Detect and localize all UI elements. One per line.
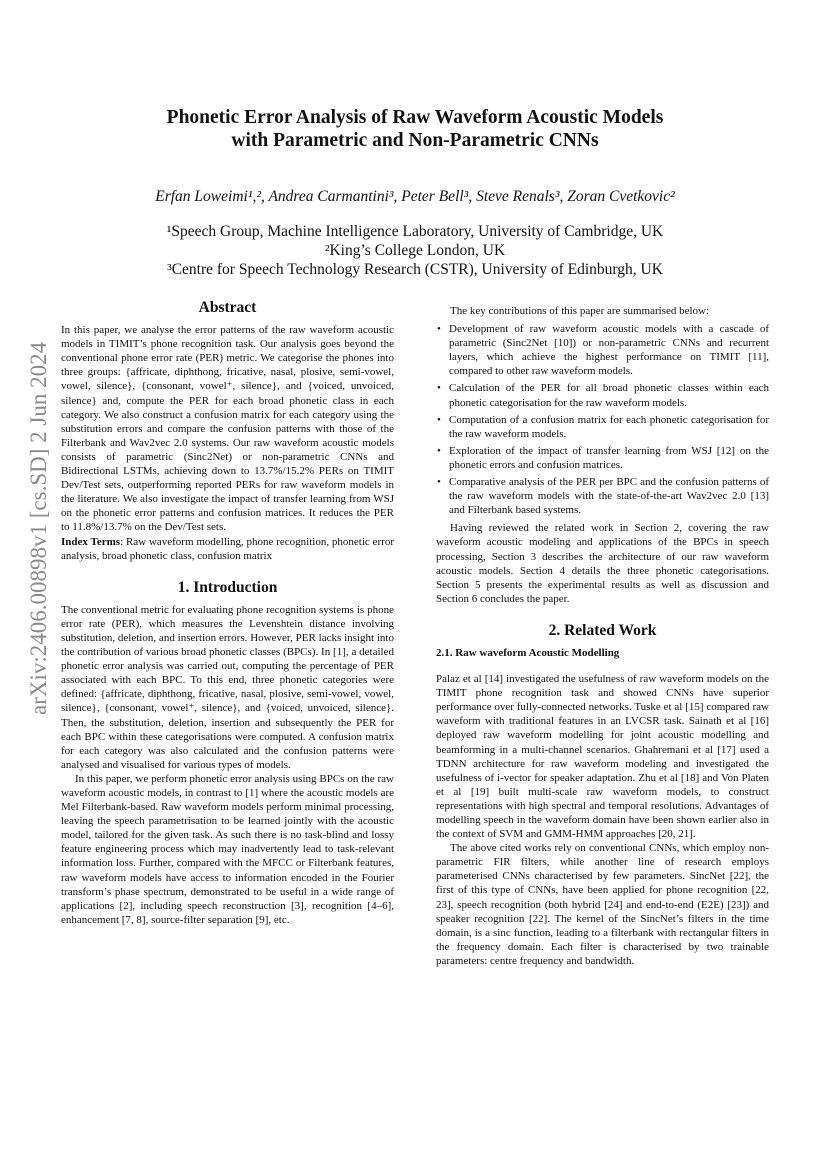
affiliation-edinburgh: ³Centre for Speech Technology Research (CSTR), University of Edinburgh, UK: [167, 261, 663, 278]
list-item: • Exploration of the impact of transfer learning from WSJ [12] on the phonetic errors and confusion matrices.: [448, 444, 769, 472]
list-item: • Calculation of the PER for all broad phonetic classes within each phonetic categorisation for the raw waveform models.: [448, 381, 769, 409]
raw-waveform-subheading: 2.1. Raw waveform Acoustic Modelling: [436, 646, 620, 659]
index-terms-text: : Raw waveform modelling, phone recognition, phonetic error analysis, broad phonetic class, confusion matrix: [61, 535, 394, 562]
right-column: [436, 304, 769, 968]
index-terms: [61, 535, 394, 563]
contributions-list: [436, 322, 769, 517]
intro-paragraph-1: The conventional metric for evaluating phone recognition systems is phone error rate (PER), which measures the Levenshtein distance involving substitution, deletion, and insertion errors. However, PER lacks insight into the contribution of various broad phonetic classes (BPCs). In [1], a detailed phonetic error analysis was carried out, computing the percentage of PER associated with each BPC. To this end, three phonetic categories were defined: {affricate, diphthong, fricative, nasal, plosive, semi-vowel, vowel, silence}, {consonant, vowel⁺, silence}, and {voiced, unvoiced, silence}. Then, the substitution, deletion, insertion and subsequently the PER for each BPC within these categorisations were computed. A confusion matrix for each category was also calculated and the confusion patterns were analysed and visualised for various types of models.: [61, 603, 394, 771]
left-column: [61, 301, 394, 927]
arxiv-identifier: arXiv:2406.00898v1 [cs.SD] 2 Jun 2024: [26, 341, 51, 715]
paper-title: [100, 106, 730, 152]
affiliations: [80, 222, 750, 279]
list-item: • Comparative analysis of the PER per BPC and the confusion patterns of the raw waveform models with the state-of-the-art Wav2vec 2.0 [13] and Filterbank based systems.: [448, 475, 769, 517]
index-terms-label: Index Terms: [61, 535, 121, 548]
list-item: • Computation of a confusion matrix for each phonetic categorisation for the raw waveform models.: [448, 413, 769, 441]
related-work-heading: 2. Related Work: [548, 621, 657, 639]
title-line-1: Phonetic Error Analysis of Raw Waveform Acoustic Models: [166, 107, 664, 128]
list-item: • Development of raw waveform acoustic models with a cascade of parametric (Sinc2Net [10]) or non-parametric CNNs and recurrent layers, which achieve the highest performance on TIMIT [11], compared to other raw waveform models.: [448, 322, 769, 378]
affiliation-kcl: ²King’s College London, UK: [324, 242, 506, 259]
introduction-heading: 1. Introduction: [177, 578, 278, 596]
related-paragraph-2: The above cited works rely on conventional CNNs, which employ non-parametric FIR filters, while another line of research employs parameterised CNNs characterised by few parameters. SincNet [22], the first of this type of CNNs, have been applied for phone recognition [22, 23], speech recognition (both hybrid [24] and end-to-end (E2E) [23]) and speaker recognition [22]. The kernel of the SincNet’s filters in the time domain, is a sinc function, leading to a filterbank with rectangular filters in the frequency domain. Each filter is characterised by two trainable parameters: centre frequency and bandwidth.: [436, 842, 769, 967]
title-line-2: with Parametric and Non-Parametric CNNs: [231, 130, 599, 151]
contributions-intro: The key contributions of this paper are summarised below:: [450, 305, 710, 317]
author-list: Erfan Loweimi¹,², Andrea Carmantini³, Peter Bell³, Steve Renals³, Zoran Cvetkovic²: [155, 188, 675, 205]
related-paragraph-1: Palaz et al [14] investigated the usefulness of raw waveform models on the TIMIT phone recognition task and showed CNNs have superior performance over fully-connected networks. Tuske et al [15] compared raw waveform with traditional features in an LVCSR task. Sainath et al [16] deployed raw waveform modelling for joint acoustic modelling and beamforming in a multi-channel scenarios. Ghahremani et al [17] used a TDNN architecture for raw waveform modeling and investigated the usefulness of i-vector for speaker adaptation. Zhu et al [18] and Von Platen et al [19] built multi-scale raw waveform models, to construct representations with high spectral and temporal resolutions. Advantages of modelling speech in the waveform domain have been shown earlier also in the context of SVM and GMM-HMM approaches [20, 21].: [436, 673, 769, 841]
abstract-heading: Abstract: [198, 299, 257, 316]
affiliation-cambridge: ¹Speech Group, Machine Intelligence Laboratory, University of Cambridge, UK: [166, 223, 664, 240]
abstract-body: In this paper, we analyse the error patterns of the raw waveform acoustic models in TIMIT’s phone recognition task. Our analysis goes beyond the conventional phone error rate (PER) metric. We categorise the phones into three groups: {affricate, diphthong, fricative, nasal, plosive, semi-vowel, vowel, silence}, {consonant, vowel⁺, silence}, and {voiced, unvoiced, silence} and, compute the PER for each broad phonetic class in each category. We also construct a confusion matrix for each category using the substitution errors and compare the confusion patterns with those of the Filterbank and Wav2vec 2.0 systems. Our raw waveform acoustic models consists of parametric (Sinc2Net) or non-parametric CNNs and Bidirectional LSTMs, achieving down to 13.7%/15.2% PERs on TIMIT Dev/Test sets, outperforming reported PERs for raw waveform models in the literature. We also investigate the impact of transfer learning from WSJ on the phonetic error patterns and confusion matrices. It reduces the PER to 11.8%/13.7% on the Dev/Test sets.: [61, 324, 394, 534]
paper-outline-paragraph: Having reviewed the related work in Section 2, covering the raw waveform acoustic modeling and applications of the BPCs in speech processing, Section 3 describes the architecture of our raw waveform acoustic models. Section 4 details the three phonetic categorisations. Section 5 presents the experimental results as well as discussion and Section 6 concludes the paper.: [436, 522, 769, 605]
intro-paragraph-2: In this paper, we perform phonetic error analysis using BPCs on the raw waveform acoustic models, in contrast to [1] where the acoustic models are Mel Filterbank-based. Raw waveform models perform minimal processing, leaving the speech parametrisation to be learned jointly with the acoustic model, tailored for the given task. As such there is no task-blind and lossy feature engineering process which may inadvertently lead to task-relevant information loss. Further, compared with the MFCC or Filterbank features, raw waveform models have access to information encoded in the Fourier transform’s phase spectrum, demonstrated to be useful in a wide range of applications [2], including speech reconstruction [3], recognition [4–6], enhancement [7, 8], source-filter separation [9], etc.: [61, 772, 394, 926]
